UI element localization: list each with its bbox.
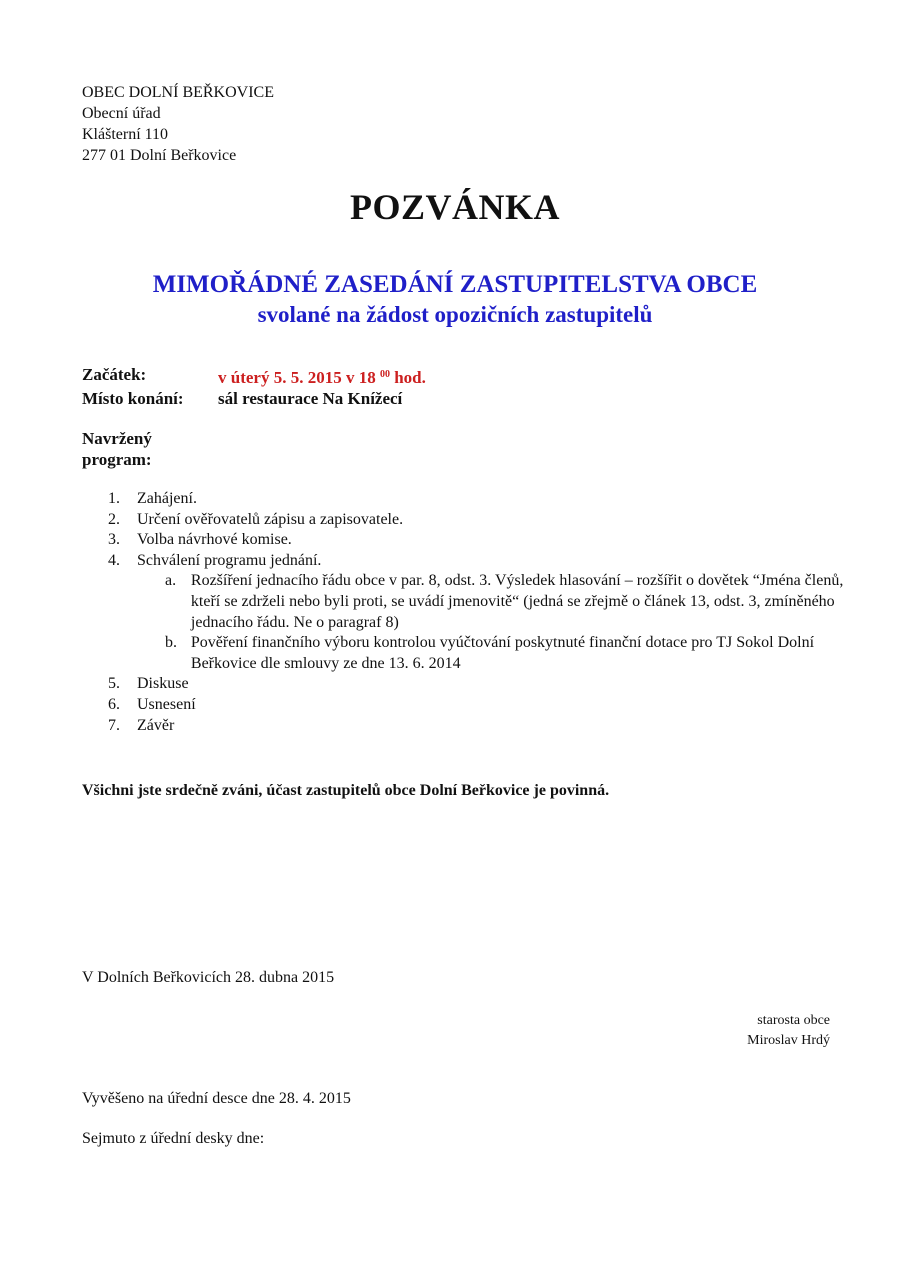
list-item-number: 1. [108, 490, 120, 507]
document-title: POZVÁNKA [350, 187, 560, 227]
sub-list-item [165, 571, 848, 633]
sub-list-item-letter: b. [165, 634, 177, 652]
address-line-street: Klášterní 110 [82, 126, 169, 143]
list-item-number: 4. [108, 551, 120, 569]
address-line-office: Obecní úřad [82, 105, 161, 122]
meeting-heading [0, 270, 900, 330]
start-date: v úterý 5. 5. 2015 v 18 [218, 368, 376, 387]
start-label: Začátek: [82, 365, 147, 384]
meeting-heading-line2: svolané na žádost opozičních zastupitelů [257, 302, 653, 327]
list-item [108, 489, 848, 510]
municipality-address [82, 82, 274, 166]
list-item-number: 2. [108, 510, 120, 528]
list-item-text: Diskuse [137, 675, 189, 693]
place-value: sál restaurace Na Knížecí [218, 389, 403, 408]
meeting-info [82, 364, 426, 409]
start-suffix: hod. [389, 368, 426, 387]
list-item [108, 510, 848, 531]
start-row [82, 364, 426, 388]
list-item-number: 6. [108, 695, 120, 713]
program-label-line2: program: [82, 450, 152, 469]
list-item-text: Schválení programu jednání. [137, 551, 322, 569]
list-item-number: 3. [108, 531, 120, 549]
list-item-text: Závěr [137, 716, 175, 734]
place-label: Místo konání: [82, 389, 184, 408]
signature-name: Miroslav Hrdý [747, 1033, 830, 1048]
place-row [82, 388, 426, 409]
list-item [108, 551, 848, 572]
program-list [108, 489, 848, 736]
list-item-text: Volba návrhové komise. [137, 531, 292, 549]
removed-note: Sejmuto z úřední desky dne: [82, 1130, 265, 1147]
program-label [82, 428, 152, 470]
list-item [108, 695, 848, 716]
sub-list-item [165, 633, 848, 674]
list-item-text: Určení ověřovatelů zápisu a zapisovatele. [137, 510, 404, 528]
list-item [108, 530, 848, 551]
program-label-line1: Navržený [82, 429, 152, 448]
address-line-name: OBEC DOLNÍ BEŘKOVICE [82, 84, 274, 101]
list-item [108, 674, 848, 695]
signature-role: starosta obce [757, 1013, 830, 1028]
list-item-text: Zahájení. [137, 490, 197, 507]
start-value [218, 364, 426, 388]
place-and-date: V Dolních Beřkovicích 28. dubna 2015 [82, 969, 335, 986]
list-item-number: 7. [108, 716, 120, 734]
sub-list-item-text: Rozšíření jednacího řádu obce v par. 8, odst. 3. Výsledek hlasování – rozšířit o dovětek “Jména členů, kteří se zdrželi nebo byli proti, se uvádí jmenovitě“ (jedná se zřejmě o článek 13, odst. 3, zmíněného jednacího řádu. Ne o paragraf 8) [190, 572, 844, 631]
list-item [108, 716, 848, 737]
list-item-text: Usnesení [137, 695, 196, 713]
start-minutes: 00 [379, 369, 390, 380]
signature-block [747, 1011, 830, 1051]
address-line-city: 277 01 Dolní Beřkovice [82, 147, 237, 164]
posted-note: Vyvěšeno na úřední desce dne 28. 4. 2015 [82, 1090, 351, 1107]
meeting-heading-line1: MIMOŘÁDNÉ ZASEDÁNÍ ZASTUPITELSTVA OBCE [152, 271, 758, 298]
list-item-number: 5. [108, 675, 120, 693]
sub-list-item-text: Pověření finančního výboru kontrolou vyúčtování poskytnuté finanční dotace pro TJ Sokol Dolní Beřkovice dle smlouvy ze dne 13. 6. 2014 [190, 634, 815, 672]
closing-statement: Všichni jste srdečně zváni, účast zastupitelů obce Dolní Beřkovice je povinná. [82, 782, 610, 799]
sub-list-item-letter: a. [165, 572, 177, 590]
